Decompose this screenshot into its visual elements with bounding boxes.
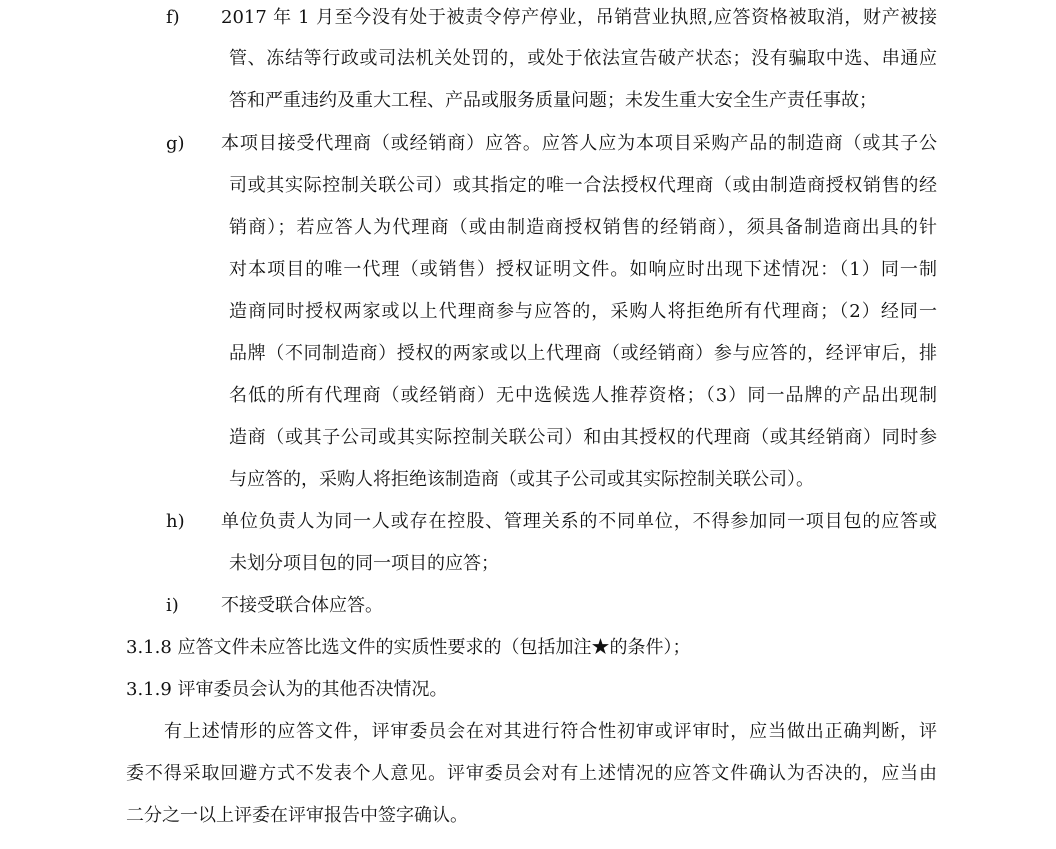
item-marker-f: f)	[166, 7, 180, 28]
item-g-line-3: 销商）；若应答人为代理商（或由制造商授权销售的经销商），须具备制造商出具的针	[229, 217, 937, 238]
item-f-line-1: 2017 年 1 月至今没有处于被责令停产停业，吊销营业执照,应答资格被取消，财产被接	[221, 7, 937, 28]
closing-paragraph-line-3: 二分之一以上评委在评审报告中签字确认。	[126, 805, 468, 826]
item-marker-h: h)	[166, 511, 185, 532]
closing-paragraph-line-2: 委不得采取回避方式不发表个人意见。评审委员会对有上述情况的应答文件确认为否决的，应当由	[126, 763, 937, 784]
item-g-line-6: 品牌（不同制造商）授权的两家或以上代理商（或经销商）参与应答的，经评审后，排	[229, 343, 937, 364]
item-i-line-1: 不接受联合体应答。	[221, 595, 383, 616]
item-g-line-5: 造商同时授权两家或以上代理商参与应答的，采购人将拒绝所有代理商；（2）经同一	[229, 301, 937, 322]
item-g-line-7: 名低的所有代理商（或经销商）无中选候选人推荐资格；（3）同一品牌的产品出现制	[229, 385, 937, 406]
item-g-line-4: 对本项目的唯一代理（或销售）授权证明文件。如响应时出现下述情况：（1）同一制	[229, 259, 937, 280]
clause-3-1-8: 3.1.8 应答文件未应答比选文件的实质性要求的（包括加注★的条件）；	[126, 637, 691, 658]
item-f-line-2: 管、冻结等行政或司法机关处罚的，或处于依法宣告破产状态；没有骗取中选、串通应	[229, 48, 937, 69]
closing-paragraph-line-1: 有上述情形的应答文件，评审委员会在对其进行符合性初审或评审时，应当做出正确判断，评	[164, 721, 937, 742]
item-g-line-1: 本项目接受代理商（或经销商）应答。应答人应为本项目采购产品的制造商（或其子公	[221, 133, 937, 154]
item-f-line-3: 答和严重违约及重大工程、产品或服务质量问题；未发生重大安全生产责任事故；	[229, 90, 877, 111]
item-marker-i: i)	[166, 595, 179, 616]
item-g-line-9: 与应答的，采购人将拒绝该制造商（或其子公司或其实际控制关联公司）。	[229, 469, 814, 490]
item-h-line-1: 单位负责人为同一人或存在控股、管理关系的不同单位，不得参加同一项目包的应答或	[221, 511, 937, 532]
item-g-line-8: 造商（或其子公司或其实际控制关联公司）和由其授权的代理商（或其经销商）同时参	[229, 427, 937, 448]
item-g-line-2: 司或其实际控制关联公司）或其指定的唯一合法授权代理商（或由制造商授权销售的经	[229, 175, 937, 196]
clause-3-1-9: 3.1.9 评审委员会认为的其他否决情况。	[126, 679, 448, 700]
item-marker-g: g)	[166, 133, 185, 154]
item-h-line-2: 未划分项目包的同一项目的应答；	[229, 553, 499, 574]
